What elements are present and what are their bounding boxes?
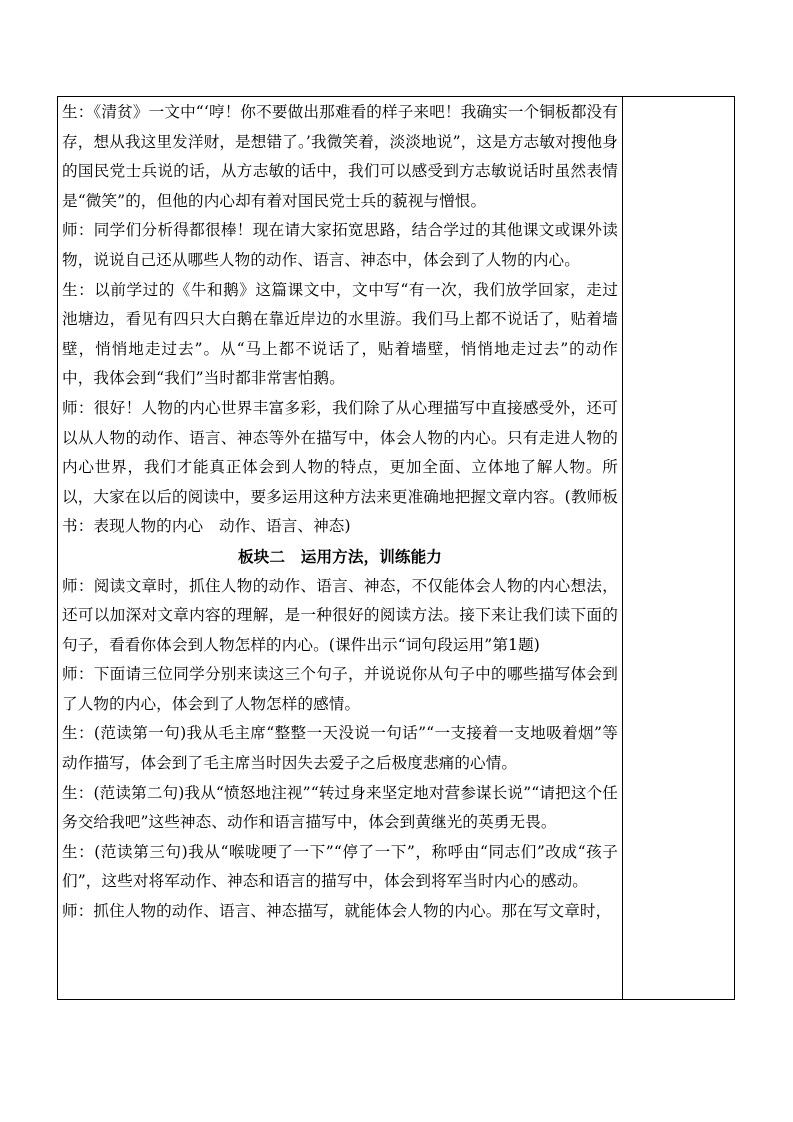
- paragraph-teacher-method: 师：阅读文章时，抓住人物的动作、语言、神态，不仅能体会人物的内心想法，还可以加深对文章内容的理解，是一种很好的阅读方法。接下来让我们读下面的句子，看看你体会到人物怎样的内心。(课件出示“词句段运用”第1题): [62, 576, 618, 654]
- paragraph-student-qingpin: 生：《清贫》一文中“‘哼！你不要做出那难看的样子来吧！我确实一个铜板都没有存，想从我这里发洋财，是想错了。’我微笑着，淡淡地说”，这是方志敏对搜他身的国民党士兵说的话，从方志敏的话中，我们可以感受到方志敏说话时虽然表情是“微笑”的，但他的内心却有着对国民党士兵的藐视与憎恨。: [62, 103, 618, 210]
- paragraph-teacher-instruction: 师：下面请三位同学分别来读这三个句子，并说说你从句子中的哪些描写体会到了人物的内心，体会到了人物怎样的感情。: [62, 665, 618, 713]
- paragraph-teacher-closing: 师：抓住人物的动作、语言、神态描写，就能体会人物的内心。那在写文章时，: [62, 902, 612, 921]
- paragraph-student-first: 生：(范读第一句)我从毛主席“整整一天没说一句话”“一支接着一支地吸着烟”等动作描写，体会到了毛主席当时因失去爱子之后极度悲痛的心情。: [62, 724, 618, 773]
- lesson-content-cell: [62, 98, 618, 927]
- section-heading: 板块二 运用方法，训练能力: [237, 546, 443, 566]
- paragraph-student-third: 生：(范读第三句)我从“喉咙哽了一下”“停了一下”，称呼由“同志们”改成“孩子们”，这些对将军动作、神态和语言的描写中，体会到将军当时内心的感动。: [62, 842, 618, 891]
- paragraph-student-niuhee: 生：以前学过的《牛和鹅》这篇课文中，文中写“有一次，我们放学回家，走过池塘边，看见有四只大白鹅在靠近岸边的水里游。我们马上都不说话了，贴着墙壁，悄悄地走过去”。从“马上都不说话了，贴着墙壁，悄悄地走过去”的动作中，我体会到“我们”当时都非常害怕鹅。: [62, 280, 618, 388]
- paragraph-teacher-summary: 师：很好！人物的内心世界丰富多彩，我们除了从心理描写中直接感受外，还可以从人物的动作、语言、神态等外在描写中，体会人物的内心。只有走进人物的内心世界，我们才能真正体会到人物的特点，更加全面、立体地了解人物。所以，大家在以后的阅读中，要多运用这种方法来更准确地把握文章内容。(教师板书：表现人物的内心 动作、语言、神态): [62, 398, 618, 536]
- paragraph-teacher-prompt: 师：同学们分析得都很棒！现在请大家拓宽思路，结合学过的其他课文或课外读物，说说自己还从哪些人物的动作、语言、神态中，体会到了人物的内心。: [62, 221, 618, 269]
- paragraph-student-second: 生：(范读第二句)我从“愤怒地注视”“转过身来坚定地对营参谋长说”“请把这个任务交给我吧”这些神态、动作和语言描写中，体会到黄继光的英勇无畏。: [62, 783, 618, 832]
- column-divider: [622, 96, 623, 1000]
